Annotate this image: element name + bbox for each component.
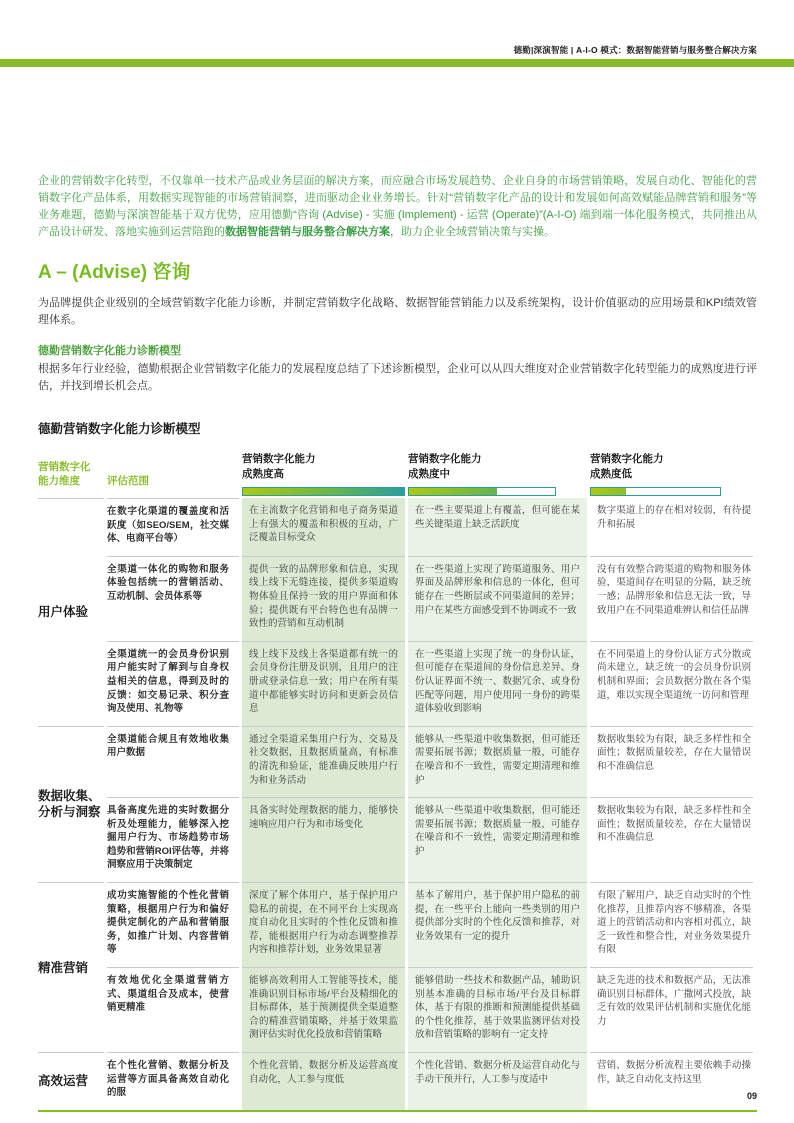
column-header-dimension-line2: 能力维度 bbox=[38, 475, 80, 487]
table-cell-high: 个性化营销、数据分析及运营高度自动化，人工参与度低 bbox=[242, 1052, 405, 1110]
diagnosis-table-body bbox=[38, 498, 757, 1112]
masthead: 德勤|深演智能 | A-I-O 模式：数据智能营销与服务整合解决方案 bbox=[513, 45, 757, 55]
dimension-label: 精准营销 bbox=[38, 882, 104, 1052]
intro-bold-solution-name: 数据智能营销与服务整合解决方案 bbox=[225, 226, 390, 238]
column-header-dimension bbox=[38, 460, 104, 498]
table-cell-scope: 全渠道统一的会员身份识别 用户能实时了解到与自身权益相关的信息，得到及时的反馈：如交易记录、积分查询及使用、礼物等 bbox=[107, 641, 239, 726]
table-cell-scope: 全渠道一体化的购物和服务体验包括统一的营销活动、互动机制、会员体系等 bbox=[107, 556, 239, 641]
model-subheading: 德勤营销数字化能力诊断模型 bbox=[38, 345, 181, 357]
column-header-scope bbox=[107, 474, 239, 498]
table-cell-scope: 有效地优化全渠道营销方式、渠道组合及成本，使营销更精准 bbox=[107, 967, 239, 1052]
maturity-bar-mid-mask bbox=[497, 488, 555, 495]
column-header-dimension-line1: 营销数字化 bbox=[38, 461, 91, 473]
maturity-low-label-line1: 营销数字化能力 bbox=[590, 453, 664, 465]
advise-paragraph: 为品牌提供企业级别的全域营销数字化能力诊断，并制定营销数字化战略、数据智能营销能力以及系统架构，设计价值驱动的应用场景和KPI绩效管理体系。 bbox=[38, 297, 757, 326]
maturity-bar-high bbox=[242, 487, 405, 496]
table-cell-scope: 在个性化营销、数据分析及运营等方面具备高效自动化的服 bbox=[107, 1052, 239, 1110]
diagnosis-table-header bbox=[38, 452, 757, 498]
column-header-maturity-low bbox=[590, 452, 753, 498]
dimension-label: 高效运营 bbox=[38, 1052, 104, 1110]
table-cell-scope: 成功实施智能的个性化营销策略，根据用户行为和偏好提供定制化的产品和营销服务，如推广计划、内容营销等 bbox=[107, 882, 239, 967]
table-cell-low: 数据收集较为有限，缺乏多样性和全面性；数据质量较差，存在大量错误和不准确信息 bbox=[590, 726, 753, 797]
column-header-scope-label: 评估范围 bbox=[107, 475, 149, 487]
table-cell-mid: 在一些主要渠道上有覆盖，但可能在某些关键渠道上缺乏活跃度 bbox=[408, 498, 587, 556]
table-cell-mid: 能够从一些渠道中收集数据，但可能还需要拓展书源；数据质量一般，可能存在噪音和不一致性，需要定期清理和维护 bbox=[408, 797, 587, 882]
header-green-band bbox=[0, 59, 794, 67]
table-cell-scope: 具备高度先进的实时数据分析及处理能力，能够深入挖掘用户行为、市场趋势市场趋势和营销ROI评估等，并将洞察应用于决策制定 bbox=[107, 797, 239, 882]
table-cell-low: 营销、数据分析流程主要依赖手动操作，缺乏自动化支持这里 bbox=[590, 1052, 753, 1110]
diagnosis-table-title: 德勤营销数字化能力诊断模型 bbox=[38, 422, 201, 436]
table-cell-high: 提供一致的品牌形象和信息，实现线上线下无缝连接，提供多渠道购物体验且保持一致的用户界面和体验；提供既有平台特色也有品牌一致性的营销和互动机制 bbox=[242, 556, 405, 641]
table-cell-low: 有限了解用户，缺乏自动实时的个性化推荐，且推荐内容不够精准，各渠道上的营销活动和内容相对孤立，缺乏一致性和整合性，对业务效果提升有限 bbox=[590, 882, 753, 967]
maturity-bar-mid bbox=[408, 487, 556, 496]
maturity-high-label-line2: 成熟度高 bbox=[242, 468, 284, 480]
table-cell-low: 缺乏先进的技术和数据产品，无法准确识别目标群体，广撒网式投放，缺乏有效的效果评估机制和实施优化能力 bbox=[590, 967, 753, 1052]
maturity-mid-label-line2: 成熟度中 bbox=[408, 468, 450, 480]
table-cell-high: 线上线下及线上各渠道都有统一的会员身份注册及识别，且用户的注册或登录信息一致；用户在所有渠道中都能够实时访问和更新会员信息 bbox=[242, 641, 405, 726]
dimension-label: 数据收集、分析与洞察 bbox=[38, 726, 104, 882]
table-cell-high: 具备实时处理数据的能力，能够快速响应用户行为和市场变化 bbox=[242, 797, 405, 882]
table-cell-low: 数据收集较为有限，缺乏多样性和全面性；数据质量较差，存在大量错误和不准确信息 bbox=[590, 797, 753, 882]
table-cell-low: 数字渠道上的存在相对较弱，有待提升和拓展 bbox=[590, 498, 753, 556]
table-cell-scope: 在数字化渠道的覆盖度和活跃度（如SEO/SEM，社交媒体、电商平台等） bbox=[107, 498, 239, 556]
maturity-low-label-line2: 成熟度低 bbox=[590, 468, 632, 480]
table-cell-mid: 能够借助一些技术和数据产品，辅助识别基本准确的目标市场/平台及目标群体，基于有限的推断和预测能提供基础的个性化推荐，基于效果监测评估对投放和营销策略的影响有一定支持 bbox=[408, 967, 587, 1052]
dimension-label: 用户体验 bbox=[38, 498, 104, 726]
table-cell-mid: 在一些渠道上实现了跨渠道服务、用户界面及品牌形象和信息的一体化，但可能存在一些断层或不同渠道间的差异；用户在某些方面感受到不协调或不一致 bbox=[408, 556, 587, 641]
table-cell-scope: 全渠道能合规且有效地收集用户数据 bbox=[107, 726, 239, 797]
table-cell-high: 深度了解个体用户，基于保护用户隐私的前提，在不同平台上实现高度自动化且实时的个性化反馈和推荐，能根据用户行为动态调整推荐内容和推荐计划，业务效果显著 bbox=[242, 882, 405, 967]
intro-paragraph bbox=[38, 173, 757, 241]
maturity-high-label-line1: 营销数字化能力 bbox=[242, 453, 316, 465]
table-cell-low: 没有有效整合跨渠道的购物和服务体验，渠道间存在明显的分隔，缺乏统一感；品牌形象和信息无法一致，导致用户在不同渠道难辨认和信任品牌 bbox=[590, 556, 753, 641]
maturity-mid-label-line1: 营销数字化能力 bbox=[408, 453, 482, 465]
table-cell-mid: 在一些渠道上实现了统一的身份认证，但可能存在渠道间的身份信息差异、身份认证界面不统一、数据冗余、或身份匹配等问题，用户使用同一身份的跨渠道体验收到影响 bbox=[408, 641, 587, 726]
maturity-bar-low-mask bbox=[626, 488, 720, 495]
table-cell-low: 在不同渠道上的身份认证方式分散或尚未建立，缺乏统一的会员身份识别机制和界面；会员数据分散在各个渠道，难以实现全渠道统一访问和管理 bbox=[590, 641, 753, 726]
intro-text-after: ，助力企业全域营销决策与实操。 bbox=[390, 226, 555, 238]
table-cell-high: 通过全渠道采集用户行为、交易及社交数据，且数据质量高，有标准的清洗和验证，能准确反映用户行为和业务活动 bbox=[242, 726, 405, 797]
column-header-maturity-high bbox=[242, 452, 405, 498]
intro-text: 企业的营销数字化转型，不仅靠单一技术产品或业务层面的解决方案，而应融合市场发展趋势、企业自身的市场营销策略，发展自动化、智能化的营销数字化产品体系，用数据实现智能的市场营销洞察，进而驱动企业业务增长。针对“营销数字化产品的设计和发展如何高效赋能品牌营销和服务”等业务难题，德勤与深演智能基于双方优势，应用德勤“咨询 (Advise) - 实施 (Implement) - 运营 (Operate)”(A-I-O) 端到端一体化服务模式，共同推出从产品设计研发、落地实施到运营陪跑的 bbox=[38, 175, 757, 238]
model-paragraph: 根据多年行业经验，德勤根据企业营销数字化能力的发展程度总结了下述诊断模型，企业可以从四大维度对企业营销数字化转型能力的成熟度进行评估，并找到增长机会点。 bbox=[38, 363, 757, 392]
section-title-advise: A – (Advise) 咨询 bbox=[38, 262, 191, 283]
table-cell-mid: 能够从一些渠道中收集数据，但可能还需要拓展书源；数据质量一般，可能存在噪音和不一致性，需要定期清理和维护 bbox=[408, 726, 587, 797]
table-cell-high: 能够高效利用人工智能等技术，能准确识别目标市场/平台及精细化的目标群体，基于预测提供全渠道整合的精准营销策略，并基于效果监测评估实时优化投放和营销策略 bbox=[242, 967, 405, 1052]
page-number: 09 bbox=[746, 1091, 757, 1101]
table-cell-mid: 基本了解用户，基于保护用户隐私的前提，在一些平台上能向一些类别的用户提供部分实时的个性化反馈和推荐，对业务效果有一定的提升 bbox=[408, 882, 587, 967]
table-cell-mid: 个性化营销、数据分析及运营自动化与手动干预并行，人工参与度适中 bbox=[408, 1052, 587, 1110]
table-cell-high: 在主流数字化营销和电子商务渠道上有强大的覆盖和积极的互动，广泛覆盖目标受众 bbox=[242, 498, 405, 556]
column-header-maturity-mid bbox=[408, 452, 587, 498]
maturity-bar-low bbox=[590, 487, 721, 496]
